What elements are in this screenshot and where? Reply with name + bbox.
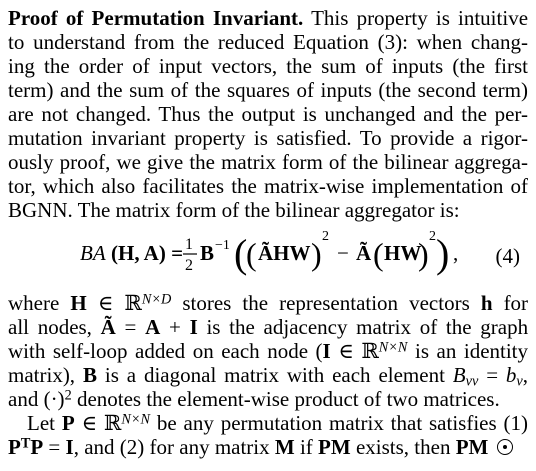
text-fragment: matrix), bbox=[8, 363, 76, 387]
paragraph-line: are not changed. Thus the output is unchanged and the per- bbox=[8, 102, 528, 126]
math-symbol: P bbox=[30, 435, 44, 459]
text-fragment: This property is intuitive bbox=[311, 6, 529, 30]
paragraph-line: to understand from the reduced Equation (3): when chang- bbox=[8, 30, 528, 54]
equation-number: (4) bbox=[495, 244, 520, 268]
odot-operator-icon bbox=[497, 439, 513, 455]
text-fragment: is a diagonal matrix with each element bbox=[104, 363, 445, 387]
math-symbol: M bbox=[274, 435, 295, 459]
math-symbol: Ã bbox=[100, 315, 116, 339]
square-exponent: 2 bbox=[429, 229, 436, 244]
math-symbol: = bbox=[48, 435, 61, 459]
text-fragment: , and (2) for any matrix bbox=[73, 435, 270, 459]
math-symbol: ∈ ℝ bbox=[338, 339, 379, 363]
fraction-denominator: 2 bbox=[185, 257, 193, 274]
math-superscript: 2 bbox=[64, 387, 72, 404]
text-fragment: exists, then bbox=[355, 435, 451, 459]
term-ahw: ÃHW bbox=[258, 241, 311, 265]
math-symbol: + bbox=[169, 315, 181, 339]
math-set bbox=[98, 291, 172, 315]
equation-formula bbox=[8, 225, 508, 287]
math-symbol: ∈ ℝ bbox=[97, 291, 142, 315]
minus-sign: − bbox=[337, 241, 349, 265]
math-expr bbox=[452, 363, 479, 390]
outer-paren-left: ( bbox=[234, 231, 248, 276]
paragraph-line bbox=[8, 363, 528, 388]
math-set bbox=[338, 339, 407, 363]
equation-args: (H, A) = bbox=[111, 241, 184, 265]
equation-4 bbox=[8, 225, 528, 287]
paren-left: ( bbox=[373, 236, 384, 272]
math-symbol: P bbox=[8, 435, 21, 459]
text-fragment: where bbox=[8, 291, 60, 315]
text-fragment: denotes the element-wise product of two matrices. bbox=[76, 387, 500, 411]
square-exponent: 2 bbox=[322, 229, 329, 244]
math-expr bbox=[145, 315, 198, 339]
math-symbol: P bbox=[61, 411, 75, 435]
math-expr bbox=[505, 363, 529, 390]
math-subscript: vv bbox=[465, 373, 479, 390]
math-expr bbox=[66, 435, 270, 459]
text-fragment: stores the representation vectors bbox=[182, 291, 470, 315]
inner-paren-right: ) bbox=[311, 236, 322, 272]
paragraph-line bbox=[27, 411, 528, 436]
math-symbol: h bbox=[480, 291, 493, 315]
paragraph-line: term) and the sum of the squares of inputs (the second term) bbox=[8, 78, 528, 102]
math-superscript: N×N bbox=[378, 339, 408, 356]
proof-heading: Proof of Permutation Invariant. bbox=[8, 6, 304, 30]
inner-paren-left: ( bbox=[246, 236, 257, 272]
equation-lhs: BA bbox=[80, 241, 106, 265]
inverse-exponent: −1 bbox=[215, 238, 230, 253]
paragraph-line bbox=[8, 435, 528, 460]
paragraph-line: tor, which also facilitates the matrix-wise implementation of bbox=[8, 174, 528, 198]
math-symbol: b bbox=[505, 363, 517, 387]
math-symbol: ∈ ℝ bbox=[81, 411, 122, 435]
paragraph-line bbox=[8, 6, 528, 31]
text-fragment: is an identity bbox=[414, 339, 529, 363]
math-symbol: = bbox=[486, 363, 499, 387]
text-fragment: all nodes, bbox=[8, 315, 92, 339]
math-symbol: I bbox=[65, 435, 74, 459]
outer-paren-right: ) bbox=[436, 231, 450, 276]
math-symbol: I bbox=[322, 339, 331, 363]
math-expr bbox=[8, 339, 331, 363]
a-tilde: Ã bbox=[356, 241, 372, 265]
paragraph-line: ously proof, we give the matrix form of the bilinear aggrega- bbox=[8, 150, 528, 174]
paragraph-line bbox=[8, 387, 528, 412]
text-fragment: Let bbox=[27, 411, 55, 435]
math-symbol: H bbox=[70, 291, 87, 315]
math-symbol: = bbox=[124, 315, 137, 339]
equation-comma: , bbox=[453, 241, 459, 265]
paren-right: ) bbox=[418, 236, 429, 272]
math-symbol: B bbox=[452, 363, 466, 387]
math-expr bbox=[8, 435, 43, 459]
paragraph-line: BGNN. The matrix form of the bilinear aggregator is: bbox=[8, 198, 460, 222]
fraction-numerator: 1 bbox=[185, 236, 193, 253]
text-fragment: be any permutation matrix that satisfies (1) bbox=[156, 411, 528, 435]
text-fragment: and (·) bbox=[8, 387, 65, 411]
text-fragment: is the adjacency matrix of the graph bbox=[206, 315, 529, 339]
text-fragment: for bbox=[503, 291, 529, 315]
math-symbol: I bbox=[189, 315, 198, 339]
math-symbol: B bbox=[82, 363, 97, 387]
math-symbol: PM bbox=[318, 435, 351, 459]
text-fragment: if bbox=[299, 435, 313, 459]
math-symbol: PM bbox=[455, 435, 489, 459]
math-superscript: T bbox=[20, 435, 31, 452]
text-fragment: with self-loop added on each node ( bbox=[8, 339, 323, 363]
math-symbol: A bbox=[145, 315, 161, 339]
math-superscript: N×N bbox=[121, 411, 151, 428]
paragraph-line bbox=[8, 315, 528, 340]
paragraph-line: mutation invariant property is satisfied. To provide a rigor- bbox=[8, 126, 528, 150]
math-superscript: N×D bbox=[141, 291, 172, 308]
term-hw: HW bbox=[384, 241, 422, 265]
matrix-b: B bbox=[200, 241, 215, 265]
text-fragment: , bbox=[522, 363, 529, 387]
math-set bbox=[82, 411, 151, 435]
math-subscript: v bbox=[516, 373, 523, 390]
paragraph-line bbox=[8, 339, 528, 364]
paragraph-line bbox=[8, 291, 528, 316]
paragraph-line: ing the order of input vectors, the sum of inputs (the first bbox=[8, 54, 528, 78]
